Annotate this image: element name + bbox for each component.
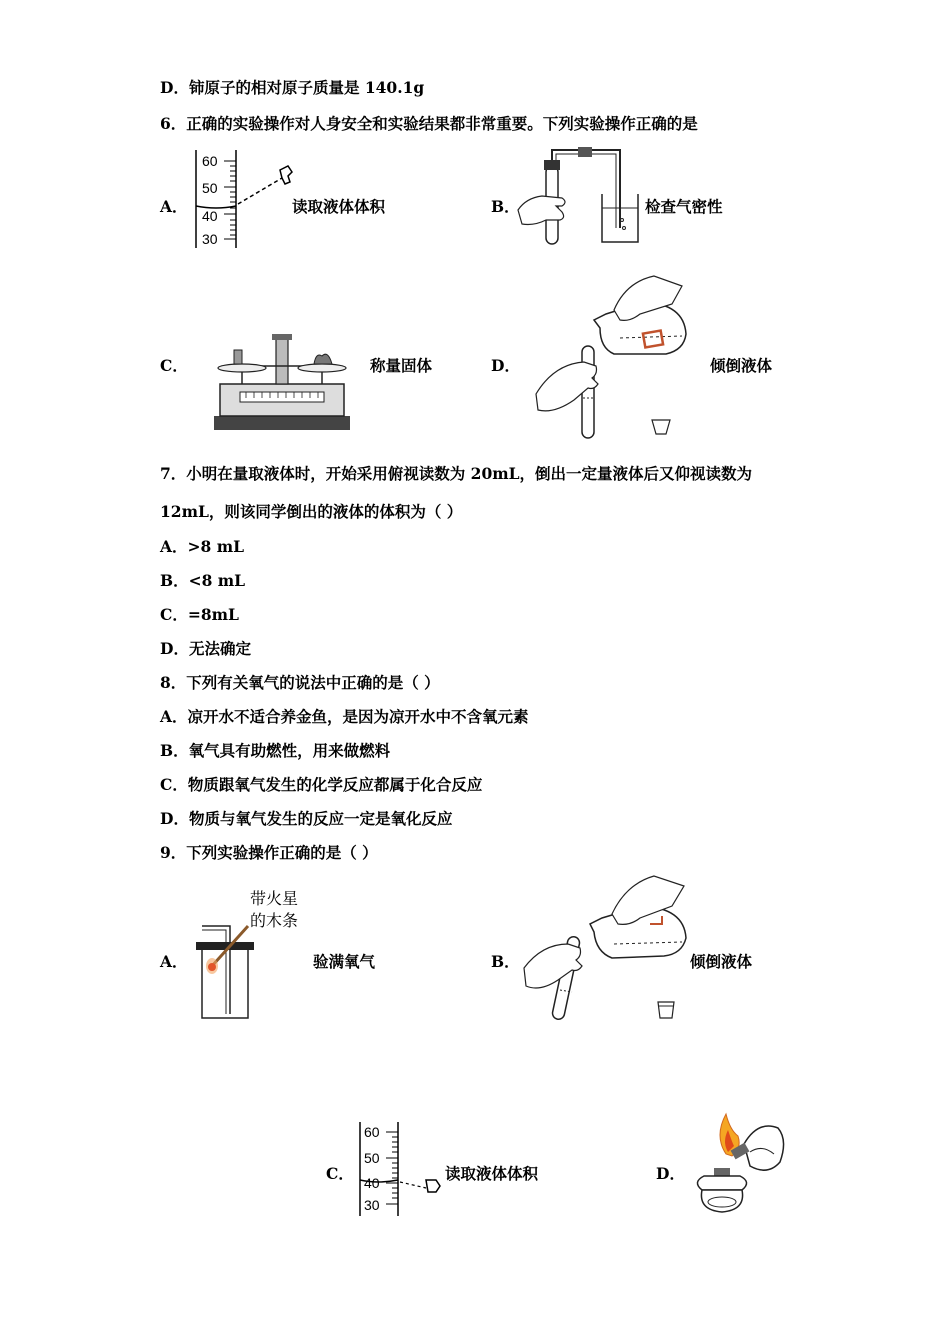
tick-label: 60 xyxy=(202,153,218,169)
q6-option-b-caption: 检查气密性 xyxy=(645,197,723,216)
oxygen-full-test-icon xyxy=(190,886,310,1022)
balance-scale-icon xyxy=(212,332,352,432)
q9-option-a-caption: 验满氧气 xyxy=(313,952,376,971)
alcohol-lamp-icon xyxy=(688,1110,788,1220)
splint-label-line1: 带火星 xyxy=(250,889,299,908)
tick-label: 50 xyxy=(364,1150,380,1166)
q6-stem: 6．正确的实验操作对人身安全和实验结果都非常重要。下列实验操作正确的是 xyxy=(160,114,698,133)
q9-option-c-caption: 读取液体体积 xyxy=(445,1164,539,1183)
q7-option-c[interactable]: C．=8mL xyxy=(160,605,239,624)
q6-option-c-caption: 称量固体 xyxy=(370,356,433,375)
q6-option-d-letter[interactable]: D． xyxy=(491,356,520,375)
graduated-cylinder-icon xyxy=(354,1120,444,1220)
q7-option-b[interactable]: B．<8 mL xyxy=(160,571,246,590)
splint-label-line2: 的木条 xyxy=(250,911,299,930)
q7-stem-line1: 7．小明在量取液体时，开始采用俯视读数为 20mL，倒出一定量液体后又仰视读数为 xyxy=(160,464,753,483)
q8-option-d[interactable]: D．物质与氧气发生的反应一定是氧化反应 xyxy=(160,809,453,828)
pouring-liquid-icon xyxy=(522,874,692,1026)
q8-option-a[interactable]: A．凉开水不适合养金鱼，是因为凉开水中不含氧元素 xyxy=(160,707,529,726)
tick-label: 40 xyxy=(364,1175,380,1191)
q6-option-a-caption: 读取液体体积 xyxy=(292,197,386,216)
tick-label: 40 xyxy=(202,208,218,224)
q9-option-b-caption: 倾倒液体 xyxy=(690,952,753,971)
q6-option-b-letter[interactable]: B． xyxy=(491,197,520,216)
tick-label: 30 xyxy=(202,231,218,247)
q8-stem: 8．下列有关氧气的说法中正确的是（ ） xyxy=(160,673,440,692)
pouring-liquid-icon xyxy=(534,274,694,444)
q9-option-b-letter[interactable]: B． xyxy=(491,952,520,971)
q5-option-d: D．铈原子的相对原子质量是 140.1g xyxy=(160,78,425,97)
graduated-cylinder-icon xyxy=(190,148,300,252)
airtightness-test-icon xyxy=(516,146,646,250)
q6-option-c-letter[interactable]: C． xyxy=(160,356,188,375)
q8-option-c[interactable]: C．物质跟氧气发生的化学反应都属于化合反应 xyxy=(160,775,483,794)
q7-stem-line2: 12mL，则该同学倒出的液体的体积为（ ） xyxy=(160,502,463,521)
tick-label: 30 xyxy=(364,1197,380,1213)
q6-option-a-letter[interactable]: A． xyxy=(160,197,188,216)
q9-option-c-letter[interactable]: C． xyxy=(326,1164,354,1183)
q7-option-d[interactable]: D．无法确定 xyxy=(160,639,251,658)
q8-option-b[interactable]: B．氧气具有助燃性，用来做燃料 xyxy=(160,741,391,760)
q9-option-d-letter[interactable]: D． xyxy=(656,1164,685,1183)
q9-option-a-letter[interactable]: A． xyxy=(160,952,188,971)
tick-label: 50 xyxy=(202,180,218,196)
q7-option-a[interactable]: A．>8 mL xyxy=(160,537,244,556)
q9-stem: 9．下列实验操作正确的是（ ） xyxy=(160,843,378,862)
tick-label: 60 xyxy=(364,1124,380,1140)
q6-option-d-caption: 倾倒液体 xyxy=(710,356,773,375)
